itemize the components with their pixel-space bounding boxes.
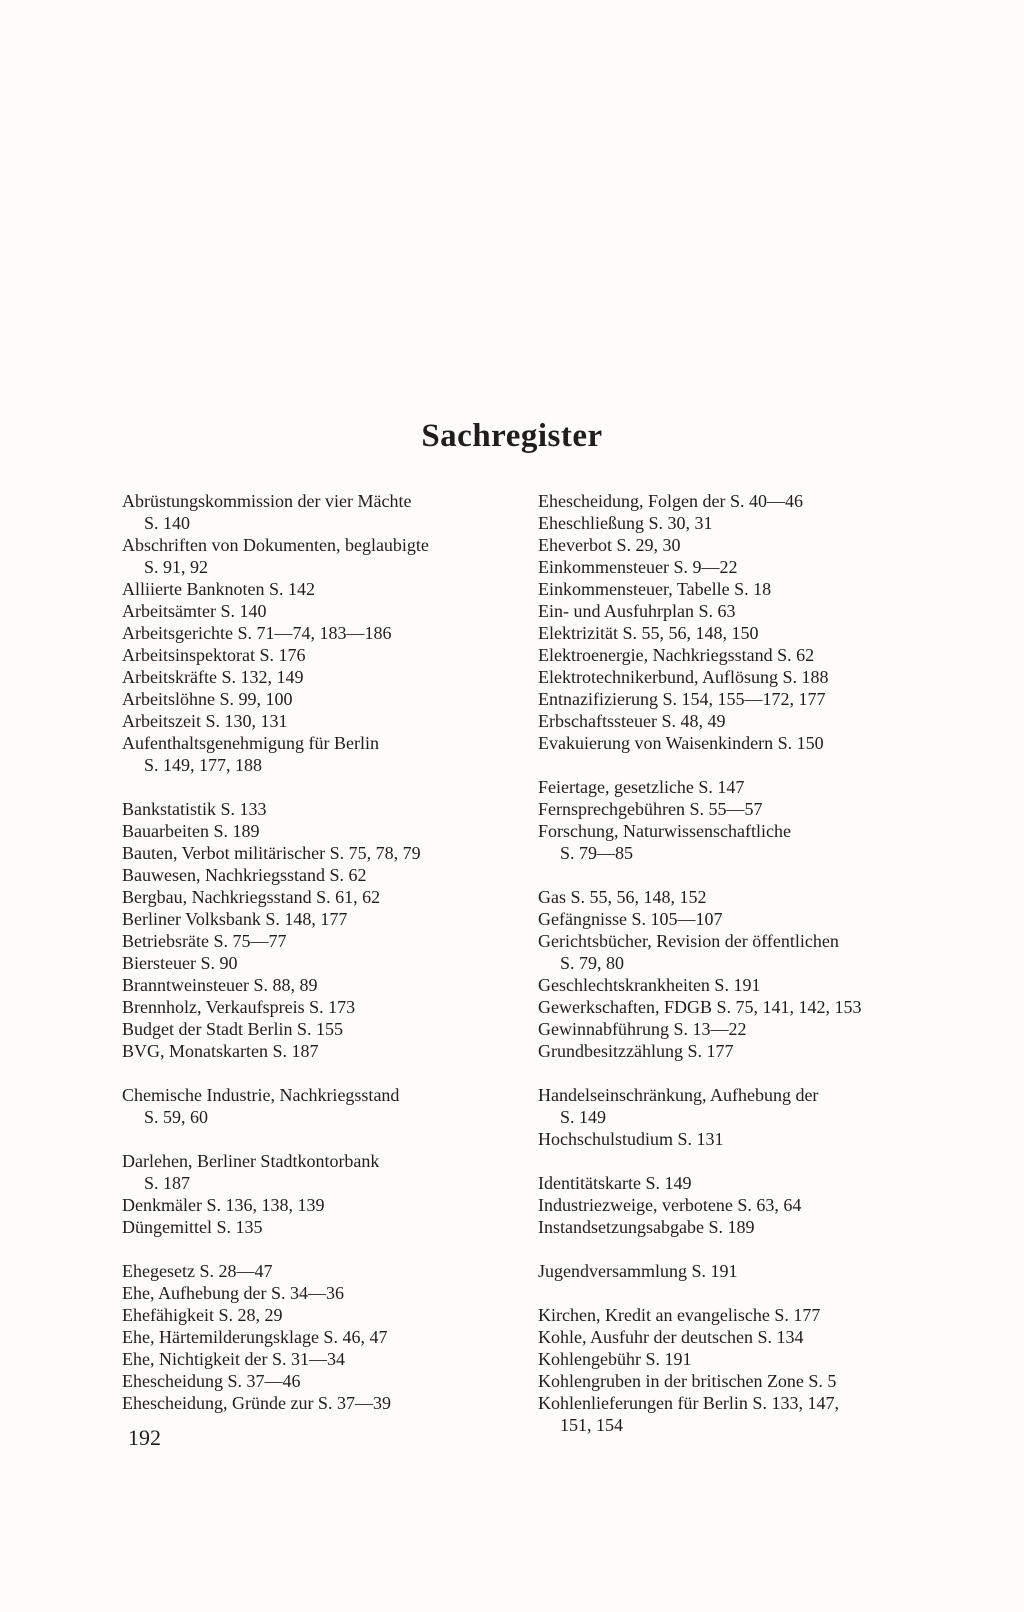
index-entry-line: Geschlechtskrankheiten S. 191 <box>538 975 761 995</box>
index-entry-line: Aufenthaltsgenehmigung für Berlin <box>122 733 379 753</box>
index-entry <box>122 1018 508 1040</box>
index-entry-line: Gas S. 55, 56, 148, 152 <box>538 887 707 907</box>
index-entry-line: Kirchen, Kredit an evangelische S. 177 <box>538 1305 821 1325</box>
index-entry-continuation: S. 79—85 <box>560 843 634 863</box>
index-entry-line: Ehe, Härtemilderungsklage S. 46, 47 <box>122 1327 388 1347</box>
index-entry-line: Gewerkschaften, FDGB S. 75, 141, 142, 153 <box>538 997 862 1017</box>
index-entry-line: Arbeitslöhne S. 99, 100 <box>122 689 293 709</box>
index-entry <box>122 1326 508 1348</box>
index-entry <box>122 1260 508 1282</box>
index-entry-continuation: S. 187 <box>144 1173 191 1193</box>
index-entry <box>538 1194 938 1216</box>
index-entry-line: Eheschließung S. 30, 31 <box>538 513 713 533</box>
index-entry-line: Elektroenergie, Nachkriegsstand S. 62 <box>538 645 815 665</box>
index-entry <box>538 666 938 688</box>
left-index-column <box>122 490 508 1436</box>
index-letter-group <box>538 776 938 864</box>
index-letter-group <box>122 798 508 1062</box>
index-entry-line: Abrüstungskommission der vier Mächte <box>122 491 412 511</box>
index-entry-line: Brennholz, Verkaufspreis S. 173 <box>122 997 356 1017</box>
index-entry-line: Ehescheidung, Gründe zur S. 37—39 <box>122 1393 391 1413</box>
index-entry <box>538 886 938 908</box>
index-entry <box>538 688 938 710</box>
index-entry-line: Industriezweige, verbotene S. 63, 64 <box>538 1195 802 1215</box>
index-entry-continuation: S. 140 <box>144 513 191 533</box>
index-entry-line: Grundbesitzzählung S. 177 <box>538 1041 734 1061</box>
index-entry-continuation: S. 149, 177, 188 <box>144 755 263 775</box>
index-entry-line: Ehegesetz S. 28—47 <box>122 1261 273 1281</box>
index-letter-group <box>538 1084 938 1150</box>
index-entry-continuation: S. 91, 92 <box>144 557 209 577</box>
index-entry <box>538 930 938 974</box>
index-entry <box>538 732 938 754</box>
index-entry <box>538 1040 938 1062</box>
index-entry <box>122 490 508 534</box>
index-entry <box>122 1216 508 1238</box>
index-entry-line: Gefängnisse S. 105—107 <box>538 909 723 929</box>
index-entry <box>122 1348 508 1370</box>
index-entry-line: Biersteuer S. 90 <box>122 953 238 973</box>
index-entry-line: Instandsetzungsabgabe S. 189 <box>538 1217 755 1237</box>
index-entry <box>538 1348 938 1370</box>
index-entry <box>538 776 938 798</box>
index-entry <box>122 820 508 842</box>
index-entry <box>538 1018 938 1040</box>
index-entry <box>122 1304 508 1326</box>
index-entry-line: Evakuierung von Waisenkindern S. 150 <box>538 733 824 753</box>
index-entry-line: Arbeitsämter S. 140 <box>122 601 267 621</box>
index-entry <box>538 820 938 864</box>
index-entry <box>122 710 508 732</box>
index-entry <box>538 798 938 820</box>
index-entry <box>538 1370 938 1392</box>
index-entry-line: Budget der Stadt Berlin S. 155 <box>122 1019 343 1039</box>
index-entry-line: Kohle, Ausfuhr der deutschen S. 134 <box>538 1327 804 1347</box>
index-entry <box>538 908 938 930</box>
index-letter-group <box>538 1172 938 1238</box>
index-letter-group <box>538 1304 938 1436</box>
index-entry-line: Gewinnabführung S. 13—22 <box>538 1019 747 1039</box>
index-entry <box>122 1392 508 1414</box>
index-entry-line: Ehescheidung S. 37—46 <box>122 1371 301 1391</box>
index-entry <box>122 996 508 1018</box>
index-entry-line: Kohlenlieferungen für Berlin S. 133, 147, <box>538 1393 839 1413</box>
index-letter-group <box>122 1150 508 1238</box>
index-entry-line: Einkommensteuer S. 9—22 <box>538 557 738 577</box>
index-entry-line: Bankstatistik S. 133 <box>122 799 267 819</box>
index-entry-line: Denkmäler S. 136, 138, 139 <box>122 1195 325 1215</box>
index-entry-line: Fernsprechgebühren S. 55—57 <box>538 799 763 819</box>
index-entry <box>122 732 508 776</box>
index-letter-group <box>538 490 938 754</box>
index-entry <box>122 930 508 952</box>
index-entry-continuation: S. 59, 60 <box>144 1107 209 1127</box>
index-entry <box>538 1216 938 1238</box>
index-entry <box>538 1392 938 1436</box>
index-entry-continuation: 151, 154 <box>560 1415 623 1435</box>
index-entry <box>538 1326 938 1348</box>
index-entry-line: Elektrizität S. 55, 56, 148, 150 <box>538 623 759 643</box>
index-entry <box>122 688 508 710</box>
index-entry <box>122 842 508 864</box>
index-entry-line: Hochschulstudium S. 131 <box>538 1129 724 1149</box>
index-entry-line: Ehefähigkeit S. 28, 29 <box>122 1305 283 1325</box>
index-entry <box>122 1084 508 1128</box>
index-entry <box>122 908 508 930</box>
index-entry-line: Düngemittel S. 135 <box>122 1217 263 1237</box>
index-entry-line: Arbeitskräfte S. 132, 149 <box>122 667 304 687</box>
page-title: Sachregister <box>421 418 603 454</box>
index-entry <box>538 512 938 534</box>
index-entry <box>538 1084 938 1128</box>
index-entry-line: Arbeitsgerichte S. 71—74, 183—186 <box>122 623 392 643</box>
index-entry <box>122 864 508 886</box>
index-entry-line: Arbeitszeit S. 130, 131 <box>122 711 288 731</box>
index-entry <box>538 622 938 644</box>
index-entry <box>122 578 508 600</box>
index-letter-group <box>538 1260 938 1282</box>
index-entry-line: Ehe, Aufhebung der S. 34—36 <box>122 1283 344 1303</box>
index-entry <box>122 1040 508 1062</box>
index-entry <box>538 996 938 1018</box>
index-entry <box>122 666 508 688</box>
index-entry <box>538 1304 938 1326</box>
index-entry <box>122 534 508 578</box>
index-entry-line: Arbeitsinspektorat S. 176 <box>122 645 306 665</box>
index-entry <box>538 578 938 600</box>
index-entry-line: Einkommensteuer, Tabelle S. 18 <box>538 579 772 599</box>
index-entry-line: Elektrotechnikerbund, Auflösung S. 188 <box>538 667 829 687</box>
index-entry-line: Erbschaftssteuer S. 48, 49 <box>538 711 726 731</box>
index-entry-line: Bauarbeiten S. 189 <box>122 821 260 841</box>
index-entry <box>122 1282 508 1304</box>
index-entry-continuation: S. 79, 80 <box>560 953 625 973</box>
index-entry-line: Handelseinschränkung, Aufhebung der <box>538 1085 819 1105</box>
index-entry <box>122 644 508 666</box>
index-letter-group <box>122 490 508 776</box>
index-letter-group <box>538 886 938 1062</box>
index-entry <box>122 886 508 908</box>
index-entry <box>538 1172 938 1194</box>
index-letter-group <box>122 1260 508 1414</box>
index-entry-line: BVG, Monatskarten S. 187 <box>122 1041 319 1061</box>
index-entry-line: Betriebsräte S. 75—77 <box>122 931 287 951</box>
index-entry-line: Eheverbot S. 29, 30 <box>538 535 681 555</box>
index-entry-line: Branntweinsteuer S. 88, 89 <box>122 975 318 995</box>
index-entry <box>538 1128 938 1150</box>
index-entry-line: Alliierte Banknoten S. 142 <box>122 579 315 599</box>
index-entry-line: Forschung, Naturwissenschaftliche <box>538 821 791 841</box>
index-entry-line: Darlehen, Berliner Stadtkontorbank <box>122 1151 380 1171</box>
index-entry-line: Bauwesen, Nachkriegsstand S. 62 <box>122 865 367 885</box>
index-entry <box>122 974 508 996</box>
index-entry <box>122 1150 508 1194</box>
index-entry-line: Kohlengruben in der britischen Zone S. 5 <box>538 1371 837 1391</box>
index-entry <box>122 952 508 974</box>
page-number: 192 <box>128 1425 161 1450</box>
index-letter-group <box>122 1084 508 1128</box>
index-entry-continuation: S. 149 <box>560 1107 607 1127</box>
index-entry-line: Jugendversammlung S. 191 <box>538 1261 738 1281</box>
index-entry-line: Identitätskarte S. 149 <box>538 1173 692 1193</box>
index-entry-line: Bergbau, Nachkriegsstand S. 61, 62 <box>122 887 381 907</box>
index-entry <box>122 600 508 622</box>
index-entry <box>538 974 938 996</box>
index-entry <box>538 534 938 556</box>
index-entry-line: Kohlengebühr S. 191 <box>538 1349 692 1369</box>
index-entry-line: Ehe, Nichtigkeit der S. 31—34 <box>122 1349 345 1369</box>
index-entry-line: Gerichtsbücher, Revision der öffentlichen <box>538 931 839 951</box>
index-entry <box>538 644 938 666</box>
index-entry-line: Berliner Volksbank S. 148, 177 <box>122 909 348 929</box>
index-entry <box>538 710 938 732</box>
index-entry-line: Bauten, Verbot militärischer S. 75, 78, 79 <box>122 843 421 863</box>
index-entry-line: Ehescheidung, Folgen der S. 40—46 <box>538 491 803 511</box>
index-entry <box>538 1260 938 1282</box>
index-entry-line: Abschriften von Dokumenten, beglaubigte <box>122 535 429 555</box>
index-entry <box>122 1370 508 1392</box>
index-entry <box>538 556 938 578</box>
index-entry <box>122 1194 508 1216</box>
index-entry <box>122 622 508 644</box>
index-entry <box>122 798 508 820</box>
index-entry-line: Ein- und Ausfuhrplan S. 63 <box>538 601 736 621</box>
index-entry <box>538 600 938 622</box>
index-entry-line: Feiertage, gesetzliche S. 147 <box>538 777 745 797</box>
index-entry-line: Chemische Industrie, Nachkriegsstand <box>122 1085 400 1105</box>
index-entry-line: Entnazifizierung S. 154, 155—172, 177 <box>538 689 826 709</box>
index-entry <box>538 490 938 512</box>
right-index-column <box>538 490 938 1458</box>
